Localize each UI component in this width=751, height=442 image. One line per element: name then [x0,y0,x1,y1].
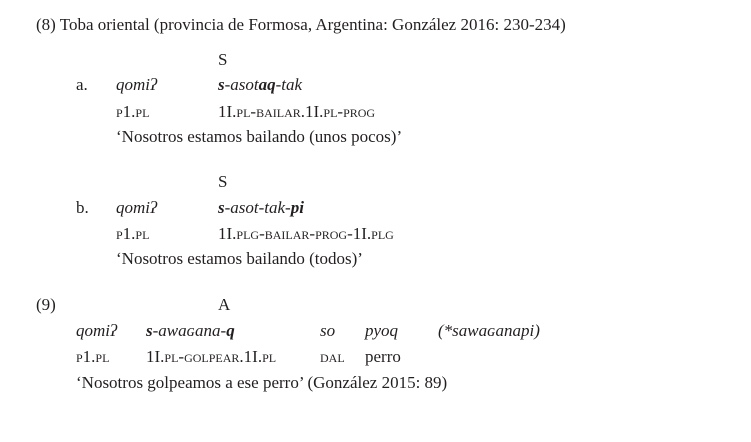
example-8b-role-label: S [218,172,228,191]
example-8a-gloss-verb: 1I.pl-bailar.1I.pl-prog [218,102,376,121]
example-8b-word-verb [218,199,304,216]
example-9-gloss-demonstrative: dal [320,347,345,366]
example-8b-translation: ‘Nosotros estamos bailando (todos)’ [116,249,363,268]
example-9-verb-prefix: s [146,321,153,340]
example-9-word-demonstrative: so [320,321,336,340]
example-8a-word-pronoun: qomiʔ [116,75,157,94]
example-9-verb-marker: q [226,321,235,340]
example-9-role-label: A [218,295,231,314]
example-9-translation: ‘Nosotros golpeamos a ese perro’ (González 2015: 89) [76,373,448,392]
example-8b-gloss-verb: 1I.plg-bailar-prog-1I.plg [218,224,394,243]
example-9-verb-root: -awaɢana- [152,321,227,340]
example-8a-word-verb [218,76,302,93]
example-9-gloss-noun: perro [365,347,401,366]
example-9-number: (9) [36,295,56,314]
example-8a-letter: a. [76,75,88,94]
example-8b-gloss-pronoun: p1.pl [116,224,150,243]
example-8a-verb-prefix: s [218,75,225,94]
example-8a-verb-root: -asot [224,75,259,94]
example-9-word-verb [146,322,235,339]
example-9-word-pronoun: qomiʔ [76,321,117,340]
example-8b-verb-prefix: s [218,198,225,217]
example-8a-verb-suffix: -tak [275,75,303,94]
example-8b-verb-marker: pi [290,198,304,217]
example-8a-translation: ‘Nosotros estamos bailando (unos pocos)’ [116,127,403,146]
example-8b-word-pronoun: qomiʔ [116,198,157,217]
example-9-word-noun: pyoq [365,321,399,340]
example-8b-letter: b. [76,198,89,217]
example-8a-gloss-pronoun: p1.pl [116,102,150,121]
example-8-header: (8) Toba oriental (provincia de Formosa, Argentina: González 2016: 230-234) [36,15,566,34]
example-9-gloss-verb: 1I.pl-golpear.1I.pl [146,347,277,366]
example-9-gloss-pronoun: p1.pl [76,347,110,366]
example-8b-verb-root: -asot-tak- [224,198,291,217]
example-8a-verb-marker: aq [258,75,276,94]
example-8a-role-label: S [218,50,228,69]
example-9-ungrammatical-form: (*sawaɢanapi) [438,321,540,340]
